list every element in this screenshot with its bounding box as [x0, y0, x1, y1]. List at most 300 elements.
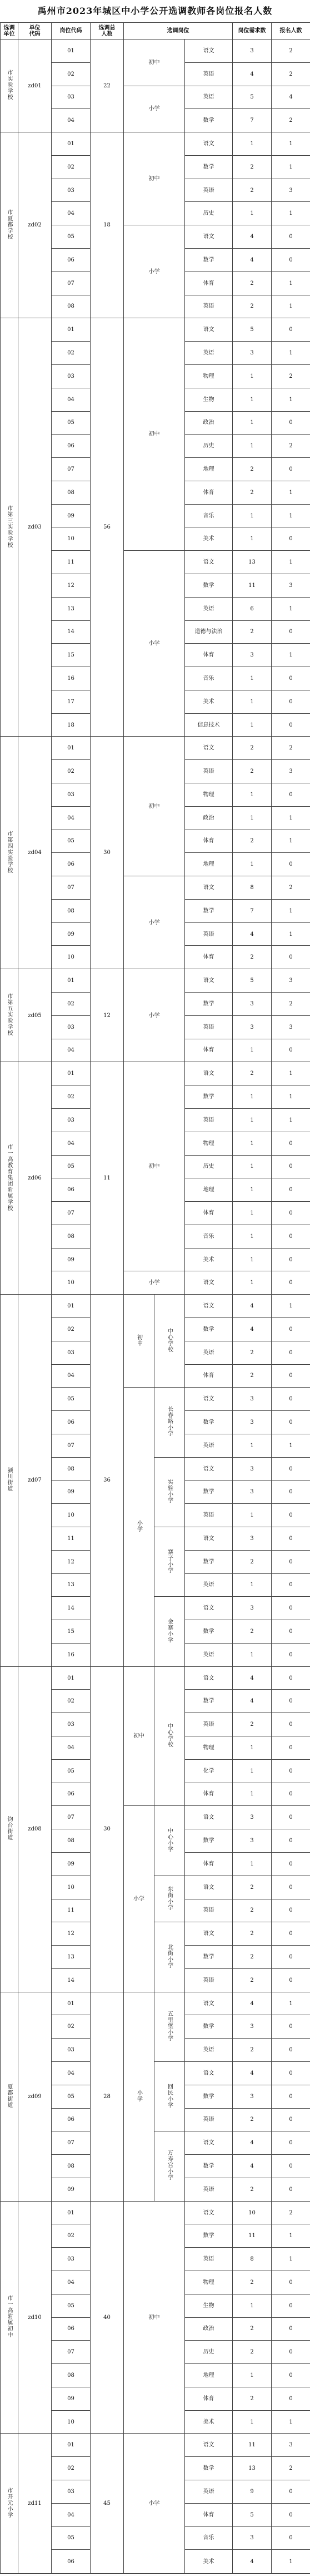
table-cell: 美术	[185, 690, 233, 713]
table-cell: 09	[52, 1852, 91, 1876]
table-cell: 1	[233, 2410, 272, 2434]
table-cell: 06	[52, 1178, 91, 1202]
table-cell	[154, 1876, 185, 1922]
table-cell: 2	[272, 2457, 310, 2480]
table-cell: 01	[52, 1992, 91, 2015]
table-cell: 0	[272, 318, 310, 342]
table-cell: 3	[233, 1597, 272, 1620]
table-cell: 体育	[185, 481, 233, 504]
table-cell: 03	[52, 2039, 91, 2062]
table-cell: 2	[233, 1341, 272, 1364]
table-cell: 初中	[124, 132, 185, 225]
table-cell: 0	[272, 2061, 310, 2085]
table-cell: 3	[272, 574, 310, 597]
table-cell: 0	[272, 2015, 310, 2039]
table-cell: 3	[233, 40, 272, 63]
table-cell: 7	[233, 899, 272, 922]
table-cell: 英语	[185, 1015, 233, 1039]
table-cell: 英语	[185, 597, 233, 620]
table-cell: 4	[233, 922, 272, 946]
table-cell: 3	[233, 1457, 272, 1481]
table-cell: 06	[52, 2550, 91, 2574]
table-cell: 4	[233, 2155, 272, 2178]
table-cell: 1	[233, 1852, 272, 1876]
table-cell: 07	[52, 876, 91, 900]
table-cell: 0	[272, 1946, 310, 1969]
table-cell: 0	[272, 458, 310, 481]
table-cell: 语文	[185, 40, 233, 63]
table-cell: 语文	[185, 1527, 233, 1551]
table-cell: 4	[233, 1295, 272, 1318]
table-cell: 数学	[185, 1550, 233, 1573]
table-cell: 11	[52, 1899, 91, 1922]
table-cell: 英语	[185, 1573, 233, 1597]
table-cell: 04	[52, 1039, 91, 1062]
table-cell: 16	[52, 667, 91, 690]
table-cell: 英语	[185, 62, 233, 86]
table-cell: 3	[272, 760, 310, 783]
vertical-label: 初中	[136, 1334, 142, 1346]
table-cell: 3	[272, 969, 310, 993]
table-cell: 初中	[124, 1666, 154, 1806]
table-cell	[154, 2061, 185, 2131]
table-cell: 0	[272, 2526, 310, 2550]
table-cell: 3	[233, 1411, 272, 1434]
table-cell: 0	[272, 1759, 310, 1783]
table-cell: 体育	[185, 1039, 233, 1062]
table-cell: 2	[233, 2317, 272, 2341]
table-cell: 1	[233, 1085, 272, 1109]
table-cell: 11	[52, 551, 91, 574]
table-cell: 2	[233, 1620, 272, 1644]
table-cell: 历史	[185, 1155, 233, 1178]
vertical-label: 中心学校	[166, 1723, 173, 1748]
table-cell: 02	[52, 1085, 91, 1109]
table-cell: 2	[233, 2387, 272, 2410]
table-cell: 14	[52, 1597, 91, 1620]
table-cell: 小学	[124, 225, 185, 318]
table-cell: 28	[91, 1992, 124, 2201]
table-cell: 小学	[124, 876, 185, 969]
table-cell: 历史	[185, 2341, 233, 2364]
table-cell: 2	[233, 620, 272, 644]
vertical-label: 长春路小学	[166, 1406, 173, 1437]
table-cell: 1	[272, 272, 310, 295]
table-cell: 04	[52, 1132, 91, 1155]
table-row	[1, 2201, 310, 2224]
table-cell: 语文	[185, 2061, 233, 2085]
table-cell: 体育	[185, 272, 233, 295]
table-cell: 小学	[124, 86, 185, 132]
table-cell: 0	[272, 1481, 310, 1504]
table-cell: 0	[272, 1039, 310, 1062]
table-cell: zd01	[18, 40, 52, 132]
table-cell: 04	[52, 1736, 91, 1760]
table-cell: 18	[91, 132, 124, 318]
table-cell: 1	[272, 1434, 310, 1457]
table-cell: 1	[233, 783, 272, 807]
table-cell: 1	[272, 1085, 310, 1109]
table-row	[1, 1062, 310, 1085]
table-cell: 03	[52, 364, 91, 388]
table-cell: 数学	[185, 1481, 233, 1504]
table-cell: 生物	[185, 388, 233, 411]
table-cell: 1	[233, 2294, 272, 2317]
table-cell: 13	[52, 1946, 91, 1969]
table-cell: 3	[233, 1806, 272, 1829]
vertical-label: 寨子小学	[166, 1548, 173, 1573]
table-cell: 2	[233, 1364, 272, 1388]
table-cell: 3	[233, 2085, 272, 2108]
table-cell: 0	[272, 2039, 310, 2062]
table-cell: 1	[233, 1108, 272, 1132]
table-cell: 2	[233, 1550, 272, 1573]
table-cell: 0	[272, 2155, 310, 2178]
table-cell: 地理	[185, 853, 233, 876]
table-cell: 18	[52, 713, 91, 737]
table-row	[1, 1992, 310, 2015]
table-cell: 07	[52, 272, 91, 295]
table-cell: 04	[52, 2271, 91, 2294]
table-cell: 音乐	[185, 667, 233, 690]
table-cell: 4	[233, 1666, 272, 1690]
table-cell: 0	[272, 527, 310, 551]
table-cell: 2	[272, 109, 310, 132]
table-cell: 10	[52, 1876, 91, 1899]
table-cell: 2	[272, 993, 310, 1016]
table-cell: 0	[272, 1968, 310, 1992]
table-cell: 0	[272, 2131, 310, 2155]
table-cell: 数学	[185, 2457, 233, 2480]
table-cell: 2	[272, 737, 310, 760]
table-cell: 2	[233, 2341, 272, 2364]
table-cell: 2	[233, 155, 272, 179]
table-cell: 1	[272, 922, 310, 946]
table-cell: 3	[233, 993, 272, 1016]
table-cell: 30	[91, 1666, 124, 1992]
table-cell: zd05	[18, 969, 52, 1062]
table-cell: 英语	[185, 1643, 233, 1666]
table-cell: 语文	[185, 1062, 233, 1085]
table-cell: 3	[233, 342, 272, 365]
table-cell: 09	[52, 922, 91, 946]
table-cell: 数学	[185, 249, 233, 272]
table-cell: 1	[233, 1155, 272, 1178]
table-cell: 7	[233, 109, 272, 132]
table-cell: 数学	[185, 1690, 233, 1713]
vertical-label: 市实验学校	[6, 70, 12, 101]
table-cell: 03	[52, 1015, 91, 1039]
table-cell: 英语	[185, 1899, 233, 1922]
table-cell: 0	[272, 2294, 310, 2317]
table-cell: 初中	[124, 737, 185, 876]
table-cell: 2	[233, 1946, 272, 1969]
table-cell: 1	[233, 1783, 272, 1806]
table-cell: 0	[272, 1597, 310, 1620]
table-cell: 0	[272, 2271, 310, 2294]
table-cell: 语文	[185, 132, 233, 156]
table-cell: 1	[233, 667, 272, 690]
table-cell: 04	[52, 388, 91, 411]
vertical-label: 市第五实验学校	[6, 993, 12, 1037]
table-cell: 1	[233, 527, 272, 551]
table-cell	[1, 40, 18, 132]
table-cell: 数学	[185, 1829, 233, 1853]
table-cell: 3	[272, 179, 310, 202]
table-cell: 历史	[185, 202, 233, 225]
table-cell: 英语	[185, 922, 233, 946]
table-cell	[124, 1388, 154, 1666]
table-cell: 4	[233, 225, 272, 249]
table-cell: zd11	[18, 2434, 52, 2574]
table-cell: 0	[272, 1550, 310, 1573]
vertical-label: 市第三实验学校	[6, 505, 12, 548]
table-cell: 1	[233, 132, 272, 156]
table-cell: 英语	[185, 1341, 233, 1364]
table-cell: 08	[52, 2364, 91, 2387]
table-cell: 英语	[185, 2178, 233, 2201]
table-cell: 音乐	[185, 504, 233, 527]
table-cell: 07	[52, 1806, 91, 1829]
table-cell: 1	[272, 388, 310, 411]
table-cell: 04	[52, 2503, 91, 2526]
table-cell: 数学	[185, 574, 233, 597]
table-cell: 语文	[185, 2201, 233, 2224]
table-cell	[1, 2201, 18, 2434]
table-cell	[154, 1457, 185, 1527]
table-cell: 0	[272, 1248, 310, 1271]
table-cell: 4	[233, 2061, 272, 2085]
table-cell: 01	[52, 1295, 91, 1318]
table-cell: 45	[91, 2434, 124, 2574]
table-cell: 数学	[185, 1946, 233, 1969]
table-cell: 3	[233, 1829, 272, 1853]
table-cell: 英语	[185, 1108, 233, 1132]
table-cell: 3	[233, 1388, 272, 1411]
table-cell	[154, 1992, 185, 2061]
table-cell: 0	[272, 1876, 310, 1899]
table-cell: 0	[272, 1155, 310, 1178]
table-cell: 英语	[185, 2248, 233, 2271]
table-cell: 政治	[185, 411, 233, 435]
table-cell: 1	[272, 481, 310, 504]
table-cell	[1, 318, 18, 737]
table-cell: 数学	[185, 2224, 233, 2248]
table-cell: 英语	[185, 1713, 233, 1736]
table-cell: 数学	[185, 1317, 233, 1341]
table-cell: 1	[272, 1108, 310, 1132]
table-cell: 05	[52, 1155, 91, 1178]
table-cell: 语文	[185, 1806, 233, 1829]
table-cell: 13	[52, 597, 91, 620]
table-cell: 生物	[185, 2294, 233, 2317]
table-cell: zd08	[18, 1666, 52, 1992]
table-cell: 1	[233, 1759, 272, 1783]
table-row	[1, 1295, 310, 1318]
vertical-label: 市一高教育集团附属学校	[6, 1143, 12, 1211]
table-cell: 12	[91, 969, 124, 1062]
table-cell: 03	[52, 86, 91, 109]
table-cell	[1, 1666, 18, 1992]
table-cell: 0	[272, 1341, 310, 1364]
table-cell: 02	[52, 62, 91, 86]
table-cell: 1	[233, 1434, 272, 1457]
table-cell: 小学	[124, 969, 185, 1062]
table-cell: 05	[52, 2085, 91, 2108]
table-cell: 04	[52, 109, 91, 132]
table-cell: 4	[272, 86, 310, 109]
table-cell: 03	[52, 1341, 91, 1364]
table-cell: 数学	[185, 109, 233, 132]
table-cell: 11	[233, 574, 272, 597]
table-cell: 5	[233, 318, 272, 342]
table-cell: 08	[52, 899, 91, 922]
table-row	[1, 40, 310, 63]
table-cell: 2	[233, 2039, 272, 2062]
table-cell: 语文	[185, 2131, 233, 2155]
table-cell	[1, 1295, 18, 1667]
table-cell: 15	[52, 1620, 91, 1644]
vertical-label: 颍川街道	[6, 1467, 12, 1492]
table-cell: 0	[272, 1643, 310, 1666]
table-cell: 2	[233, 179, 272, 202]
table-cell: 02	[52, 2457, 91, 2480]
vertical-label: 回民小学	[166, 2083, 173, 2108]
table-cell: 0	[272, 2178, 310, 2201]
table-cell: 0	[272, 853, 310, 876]
table-cell: 1	[233, 411, 272, 435]
table-cell: 05	[52, 2294, 91, 2317]
table-cell: 06	[52, 853, 91, 876]
table-cell: 数学	[185, 1085, 233, 1109]
table-cell: zd03	[18, 318, 52, 737]
table-cell: 语文	[185, 1295, 233, 1318]
table-cell: 12	[52, 1550, 91, 1573]
table-cell: 1	[233, 1271, 272, 1295]
table-cell: 0	[272, 1178, 310, 1202]
table-cell: 英语	[185, 2039, 233, 2062]
table-cell: 02	[52, 1317, 91, 1341]
table-cell: 10	[52, 946, 91, 969]
table-cell: 数学	[185, 2155, 233, 2178]
vertical-label: 夏都街道	[6, 2083, 12, 2108]
vertical-label: 市第四实验学校	[6, 830, 12, 874]
table-cell: 05	[52, 830, 91, 853]
table-cell: 英语	[185, 2108, 233, 2131]
table-cell: 物理	[185, 364, 233, 388]
table-cell: 体育	[185, 830, 233, 853]
table-cell: 音乐	[185, 2526, 233, 2550]
table-cell: 0	[272, 225, 310, 249]
table-cell	[154, 1666, 185, 1806]
table-cell: 2	[233, 272, 272, 295]
table-cell	[154, 1295, 185, 1388]
table-cell	[124, 1295, 154, 1388]
table-cell: zd04	[18, 737, 52, 969]
table-cell: 1	[272, 597, 310, 620]
table-cell	[154, 1388, 185, 1457]
table-row	[1, 737, 310, 760]
table-cell: 2	[233, 2271, 272, 2294]
table-cell: 4	[233, 249, 272, 272]
table-cell: 08	[52, 295, 91, 318]
table-cell: 初中	[124, 318, 185, 551]
table-cell: 2	[272, 876, 310, 900]
table-cell: 2	[233, 2178, 272, 2201]
table-cell: 10	[52, 2410, 91, 2434]
table-row	[1, 318, 310, 342]
table-cell: 12	[52, 574, 91, 597]
table-cell: 体育	[185, 1852, 233, 1876]
table-cell: 英语	[185, 1504, 233, 1527]
table-cell: 05	[52, 225, 91, 249]
table-cell: 1	[272, 1295, 310, 1318]
table-cell: 3	[272, 1015, 310, 1039]
table-cell: 4	[233, 1992, 272, 2015]
table-cell: 2	[233, 737, 272, 760]
table-cell	[154, 1527, 185, 1597]
table-cell	[154, 2131, 185, 2201]
table-cell: 2	[233, 481, 272, 504]
table-cell: 小学	[124, 1806, 154, 1992]
table-cell: 体育	[185, 644, 233, 667]
table-cell: 3	[233, 2015, 272, 2039]
table-cell: 2	[233, 1922, 272, 1946]
vertical-label: 五里堡小学	[166, 2010, 173, 2041]
table-cell: 信息技术	[185, 713, 233, 737]
table-cell: 体育	[185, 1783, 233, 1806]
table-cell: 1	[233, 806, 272, 830]
table-cell: 0	[272, 783, 310, 807]
table-cell: 2	[233, 1899, 272, 1922]
table-cell: 04	[52, 1364, 91, 1388]
table-cell: 体育	[185, 1364, 233, 1388]
table-cell: 英语	[185, 2480, 233, 2504]
table-cell: 2	[233, 2108, 272, 2131]
table-cell: 1	[233, 713, 272, 737]
vertical-label: 小学	[136, 2089, 142, 2102]
table-cell: 物理	[185, 783, 233, 807]
table-cell	[1, 969, 18, 1062]
table-cell	[124, 1992, 154, 2201]
table-cell: 11	[52, 1527, 91, 1551]
table-cell: 1	[272, 2248, 310, 2271]
table-cell: 01	[52, 2434, 91, 2457]
table-cell: 1	[233, 1202, 272, 1225]
table-cell: 0	[272, 1806, 310, 1829]
table-cell: 05	[52, 411, 91, 435]
table-cell: 0	[272, 2387, 310, 2410]
table-cell: 10	[52, 1504, 91, 1527]
table-cell: 数学	[185, 2015, 233, 2039]
table-cell: 3	[233, 2526, 272, 2550]
table-cell: 4	[233, 1317, 272, 1341]
vertical-label: 万寿宫小学	[166, 2150, 173, 2181]
vertical-label: 市开元小学	[6, 2487, 12, 2518]
table-row	[1, 1666, 310, 1690]
table-cell: zd06	[18, 1062, 52, 1295]
table-cell: 1	[233, 1248, 272, 1271]
table-cell: 07	[52, 2341, 91, 2364]
table-cell: 0	[272, 667, 310, 690]
table-cell: 1	[233, 1504, 272, 1527]
table-cell: 09	[52, 504, 91, 527]
table-cell	[1, 2434, 18, 2574]
table-cell: 14	[52, 620, 91, 644]
table-cell: 体育	[185, 1202, 233, 1225]
table-cell: 初中	[124, 2201, 185, 2434]
table-cell: 1	[233, 435, 272, 458]
